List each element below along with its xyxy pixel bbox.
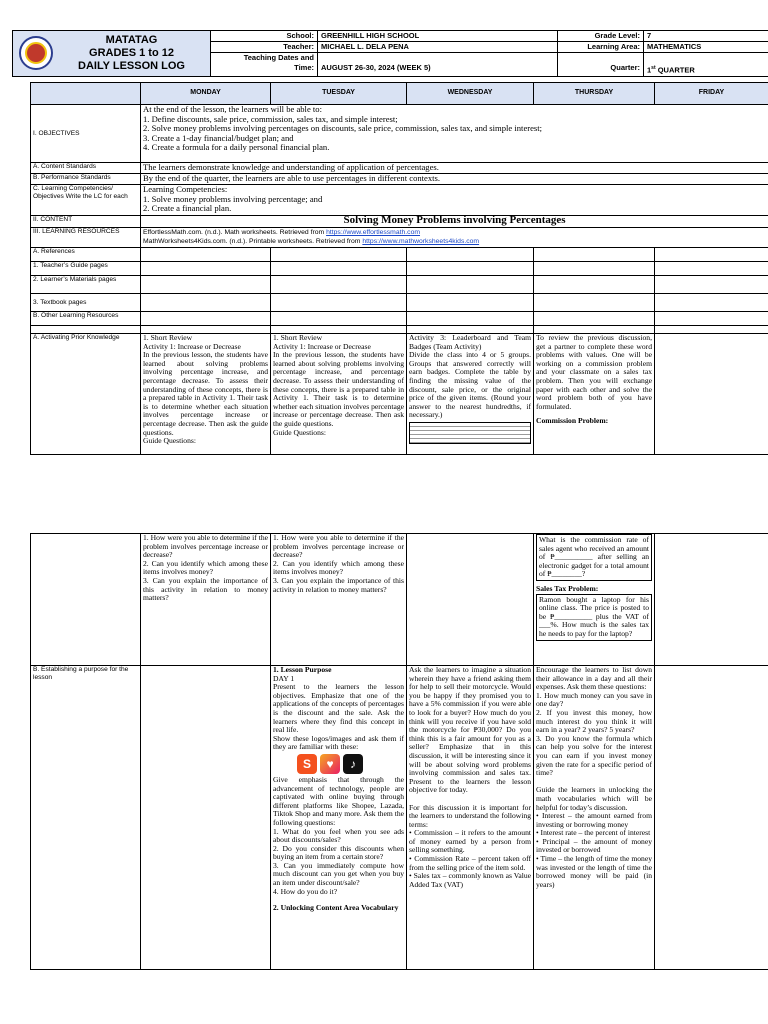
commission-problem-heading: Commission Problem:: [536, 416, 609, 426]
objectives-label: I. OBJECTIVES: [31, 105, 141, 163]
shopee-icon: S: [297, 754, 317, 774]
day-header-tuesday: TUESDAY: [271, 83, 407, 105]
header-logo-cell: [13, 31, 211, 77]
tiktok-icon: ♪: [343, 754, 363, 774]
lesson-table-page1: [30, 82, 768, 455]
content-standards-value: The learners demonstrate knowledge and understanding of application of percentages.: [141, 163, 768, 174]
other-resources-label: B. Other Learning Resources: [31, 312, 141, 326]
sales-tax-problem-box: Ramon bought a laptop for his online class. The price is posted to be ₱__________ plus the VAT of ___%. How much is the sales tax he needs to pay for the laptop?: [536, 594, 652, 641]
teacher-value: MICHAEL L. DELA PENA: [318, 42, 558, 53]
dates-label-1: Teaching Dates and: [211, 53, 318, 64]
activating-monday: 1. Short Review Activity 1: Increase or Decrease In the previous lesson, the students have learned about solving problems involving percentage increase, and percentage decrease. To assess their understanding of these concepts, there is a prepared table in Activity 1. Their task is to determine whether each situation involves percentage increase or percentage decrease. Then ask the guide questions. Guide Questions:: [141, 334, 271, 455]
objective-line: 1. Define discounts, sale price, commission, sales tax, and simple interest;: [143, 113, 398, 124]
performance-standards-value: By the end of the quarter, the learners are able to use percentages in different contexts.: [141, 174, 768, 185]
textbook-pages-label: 3. Textbook pages: [31, 294, 141, 312]
dates-label-2: Time:: [211, 63, 318, 76]
content-label: II. CONTENT: [31, 216, 141, 228]
objective-line: 4. Create a formula for a daily personal financial plan.: [143, 142, 330, 152]
competency-line: 1. Solve money problems involving percentage; and: [143, 193, 323, 204]
performance-standards-label: B. Performance Standards: [31, 174, 141, 185]
day-header-friday: FRIDAY: [655, 83, 768, 105]
references-label: A. References: [31, 248, 141, 262]
objective-line: At the end of the lesson, the learners will be able to:: [143, 104, 322, 114]
effortlessmath-link[interactable]: https://www.effortlessmath.com: [326, 229, 421, 236]
day-header-wednesday: WEDNESDAY: [407, 83, 534, 105]
teacher-label: Teacher:: [211, 42, 318, 53]
learning-resources-label: III. LEARNING RESOURCES: [31, 228, 141, 248]
objective-line: 2. Solve money problems involving percentages on discounts, sale price, commission, sales tax, and simple interest;: [143, 123, 543, 133]
badge-table-thumbnail: [409, 422, 531, 444]
objectives-cell: [141, 105, 768, 163]
school-value: GREENHILL HIGH SCHOOL: [318, 31, 558, 42]
thursday-problems: [534, 534, 655, 666]
platform-logos: [297, 754, 404, 774]
lazada-icon: ♥: [320, 754, 340, 774]
guide-questions-tuesday: 1. How were you able to determine if the problem involves percentage increase or decrease? 2. Can you identify which among these items involves money? 3. Can you explain the importance of this activity in relation to money matters?: [271, 534, 407, 666]
activating-thursday: To review the previous discussion, get a partner to complete these word problems with values. One will be working on a commission problem and your classmate on a sales tax problem. Then you will exchange paper with each other and solve the word problem both of you have formulated. Commission Problem:: [534, 334, 655, 455]
day-label: DAY 1: [273, 673, 295, 683]
activating-wednesday: Activity 3: Leaderboard and Team Badges (Team Activity) Divide the class into 4 or 5 groups. Groups that answered correctly will earn badges. Complete the table by finding the missing value of the discount, sale price, or the original price of the given items. (Round your answer to the nearest hundredths, if necessary.): [407, 334, 534, 455]
lesson-purpose-heading: 1. Lesson Purpose: [273, 665, 332, 674]
content-title: Solving Money Problems involving Percentages: [141, 216, 768, 228]
content-standards-label: A. Content Standards: [31, 163, 141, 174]
dates-value: AUGUST 26-30, 2024 (WEEK 5): [318, 63, 558, 76]
competencies-label: C. Learning Competencies/ Objectives Write the LC for each: [31, 185, 141, 216]
purpose-wednesday: Ask the learners to imagine a situation wherein they have a friend asking them for help to sell their motorcycle. Would you be happy if they promised you to have a 5% commission if you were able to look for a buyer? How much do you think will you receive if you have sold the motorcycle for ₱30,000? Do you think this is a fair amount for you as a seller? Emphasize that in this discussion, it will be interesting since it will be about solving word problems involving commission and sales tax. Present to the learners the lesson objective for today. For this discussion it is important for the learners to understand the following terms: • Commission – it refers to the amount of money earned by a person from selling something. • Commission Rate – percent taken off from the selling price of the item sold. • Sales tax – commonly known as Value Added Tax (VAT): [407, 666, 534, 970]
sales-tax-heading: Sales Tax Problem:: [536, 583, 599, 593]
competency-line: Learning Competencies:: [143, 184, 228, 194]
grade-value: 7: [644, 31, 768, 42]
purpose-thursday: Encourage the learners to list down their allowance in a day and all their expenses. Ask them these questions: 1. How much money can you save in one day? 2. If you invest this money, how much interest do you think it will earn in a year? 2 years? 5 years? 3. Do you know the formula which can help you solve for the interest you can earn if you invest money given the rate for a specific period of time? Guide the learners in unlocking the math vocabularies which will be helpful for today’s discussion. • Interest – the amount earned from investing or borrowing money • Interest rate – the percent of interest • Principal – the amount of money invested or borrowed • Time – the length of time the money was invested or the length of time the borrowed money will be paid (in years): [534, 666, 655, 970]
purpose-tuesday: 1. Lesson Purpose DAY 1 Present to the learners the lesson objectives. Emphasize that one of the applications of the concepts of percentages is the discount and the sale. Ask the learners where they find this concept in real life. Show these logos/images and ask them if they are familiar with these: S ♥ ♪ Give emphasis that through the advancement of technology, people are captivated with online buying through different platforms like Shopee, Lazada, Tiktok Shop and many more. Ask them the following questions: 1. What do you feel when you see ads about discounts/sales? 2. Do you consider this discounts when buying an item from a certain store? 3. Can you immediately compute how much discount can you get when you buy an item under discount/sale? 4. How do you do it? 2. Unlocking Content Area Vocabulary: [271, 666, 407, 970]
vocabulary-heading: 2. Unlocking Content Area Vocabulary: [273, 903, 399, 913]
guide-questions-monday: 1. How were you able to determine if the problem involves percentage increase or decrease? 2. Can you identify which among these items involves money? 3. Can you explain the importance of this activity in relation to money matters?: [141, 534, 271, 666]
header-table: [12, 30, 768, 77]
log-title: DAILY LESSON LOG: [78, 59, 185, 72]
quarter-value: 1st QUARTER: [644, 63, 768, 76]
mathworksheets4kids-link[interactable]: https://www.mathworksheets4kids.com: [362, 238, 480, 245]
area-label: Learning Area:: [558, 42, 644, 53]
grades-title: GRADES 1 to 12: [89, 46, 174, 59]
establishing-purpose-label: B. Establishing a purpose for the lesson: [31, 666, 141, 970]
day-header-thursday: THURSDAY: [534, 83, 655, 105]
school-label: School:: [211, 31, 318, 42]
objective-line: 3. Create a 1-day financial/budget plan; and: [143, 132, 294, 143]
competency-line: 2. Create a financial plan.: [143, 203, 232, 213]
commission-problem-box: What is the commission rate of sales agent who received an amount of ₱__________ after selling an electronic gadget for a total amount of ₱________?: [536, 534, 652, 581]
teachers-guide-label: 1. Teacher’s Guide pages: [31, 262, 141, 276]
deped-seal-icon: [19, 36, 53, 70]
brand-title: MATATAG: [105, 33, 158, 46]
day-header-monday: MONDAY: [141, 83, 271, 105]
competencies-cell: [141, 185, 768, 216]
activating-tuesday: 1. Short Review Activity 1: Increase or Decrease In the previous lesson, the students have learned about solving problems involving percentage increase, and percentage decrease. To assess their understanding of these concepts, there is a prepared table in Activity 1. Their task is to determine whether each situation involves percentage increase or percentage decrease. Then ask the guide questions. Guide Questions:: [271, 334, 407, 455]
quarter-label: Quarter:: [558, 63, 644, 76]
area-value: MATHEMATICS: [644, 42, 768, 53]
grade-label: Grade Level:: [558, 31, 644, 42]
learners-materials-label: 2. Learner’s Materials pages: [31, 276, 141, 294]
activating-prior-knowledge-label: A. Activating Prior Knowledge: [31, 334, 141, 455]
learning-resources-cell: EffortlessMath.com. (n.d.). Math worksheets. Retrieved from https://www.effortlessmath.com MathWorksheets4Kids.com. (n.d.). Printable worksheets. Retrieved from https://www.mathworksheets4kids.com: [141, 228, 768, 248]
lesson-table-page2: [30, 533, 768, 970]
